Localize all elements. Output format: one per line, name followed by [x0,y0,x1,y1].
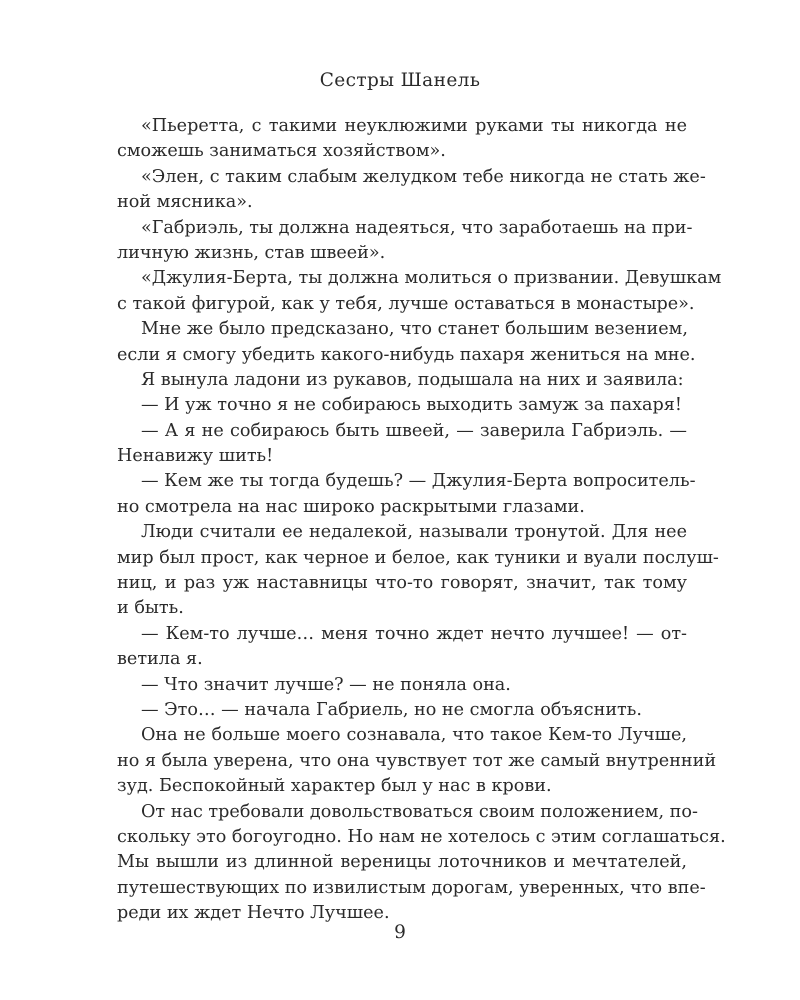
text-line: сможешь заниматься хозяйством». [117,141,446,162]
text-line: Мы вышли из длинной вереницы лоточников и мечтателей, [117,852,687,873]
text-line: Она не больше моего сознавала, что такое Кем-то Лучше, [141,725,687,746]
text-line: но я была уверена, что она чувствует тот же самый внутренний [117,750,717,771]
text-line: с такой фигурой, как у тебя, лучше оставаться в монастыре». [117,293,695,314]
text-line: личную жизнь, став швеей». [117,242,386,263]
running-head: Сестры Шанель [319,70,481,91]
text-line: «Джулия-Берта, ты должна молиться о призвании. Девушкам [141,268,722,289]
text-line: — Кем-то лучше… меня точно ждет нечто лучшее! — от- [141,623,687,644]
text-line: мир был прост, как черное и белое, как туники и вуали послуш- [117,547,719,568]
text-line: ной мясника». [117,192,253,213]
text-line: — А я не собираюсь быть швеей, — заверила Габриэль. — [141,420,687,441]
text-line: От нас требовали довольствоваться своим положением, по- [141,801,698,822]
text-line: зуд. Беспокойный характер был у нас в крови. [117,776,552,797]
text-line: Я вынула ладони из рукавов, подышала на них и заявила: [141,369,684,390]
text-line: реди их ждет Нечто Лучшее. [117,903,390,924]
text-line: путешествующих по извилистым дорогам, уверенных, что впе- [117,877,706,898]
text-line: скольку это богоугодно. Но нам не хотелось с этим соглашаться. [117,826,726,847]
text-line: «Габриэль, ты должна надеяться, что заработаешь на при- [141,217,693,238]
text-line: ниц, и раз уж наставницы что-то говорят, значит, так тому [117,573,687,594]
text-line: Мне же было предсказано, что станет большим везением, [141,319,688,340]
text-line: «Элен, с таким слабым желудком тебе никогда не стать же- [141,166,706,187]
text-line: «Пьеретта, с такими неуклюжими руками ты никогда не [141,116,687,136]
text-line: Ненавижу шить! [117,446,274,467]
body-text [117,114,726,927]
text-line: — Это… — начала Габриель, но не смогла объяснить. [141,699,642,720]
text-line: — Кем же ты тогда будешь? — Джулия-Берта вопроситель- [141,471,696,492]
text-line: Люди считали ее недалекой, называли тронутой. Для нее [141,522,687,543]
text-line: ветила я. [117,649,203,670]
text-line: и быть. [117,598,184,619]
text-line: если я смогу убедить какого-нибудь пахаря жениться на мне. [117,344,696,365]
text-line: — И уж точно я не собираюсь выходить замуж за пахаря! [141,395,682,416]
text-line: — Что значит лучше? — не поняла она. [141,674,511,695]
text-line: но смотрела на нас широко раскрытыми глазами. [117,496,585,517]
page-number: 9 [394,922,406,943]
